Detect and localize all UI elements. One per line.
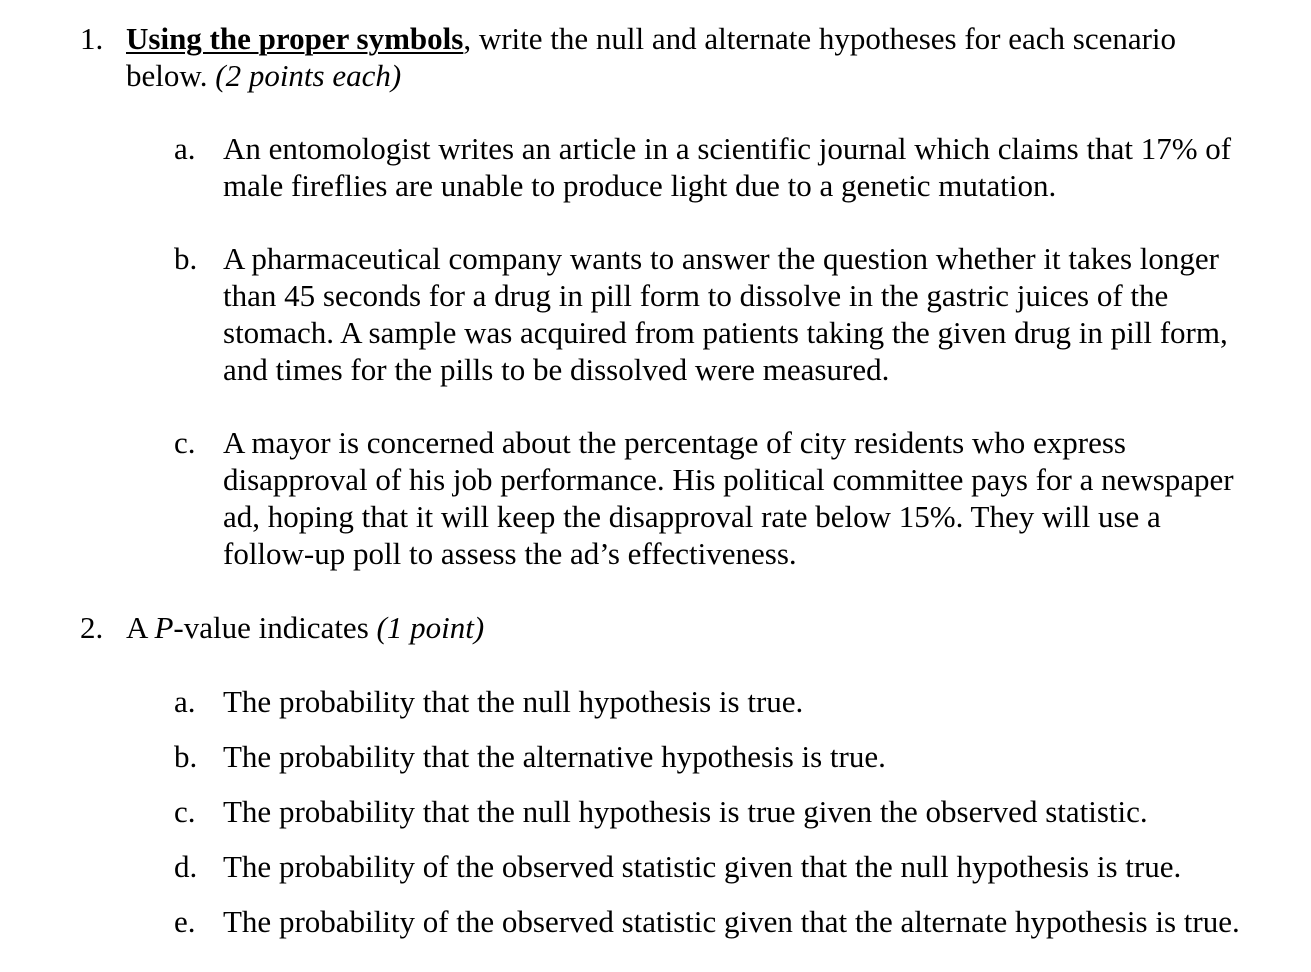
- item-letter: a.: [174, 131, 196, 166]
- option-letter: c.: [174, 794, 196, 829]
- scenario-text: A pharmaceutical company wants to answer the question whether it takes longer than 45 seconds for a drug in pill form to dissolve in the gastric juices of the stomach. A sample was acquired from patients taking the given drug in pill form, and times for the pills to be dissolved were measured.: [223, 241, 1228, 387]
- option-text: The probability that the null hypothesis is true given the observed statistic.: [223, 794, 1148, 829]
- p-symbol: P: [154, 610, 174, 645]
- option-letter: a.: [174, 684, 196, 719]
- question-prompt: [126, 609, 484, 646]
- prompt-text: A: [126, 610, 155, 645]
- scenario-text: A mayor is concerned about the percentage of city residents who express disapproval of his job performance. His political committee pays for a newspaper ad, hoping that it will keep the disapproval rate below 15%. They will use a follow-up poll to assess the ad’s effectiveness.: [223, 425, 1234, 571]
- question-number: 1.: [80, 21, 104, 56]
- option-letter: e.: [174, 904, 196, 939]
- prompt-text: below.: [126, 58, 216, 93]
- option-letter: b.: [174, 739, 198, 774]
- scenario-text: An entomologist writes an article in a scientific journal which claims that 17% of male fireflies are unable to produce light due to a genetic mutation.: [223, 131, 1232, 203]
- option-text: The probability that the null hypothesis is true.: [223, 684, 804, 719]
- option-text: The probability of the observed statistic given that the null hypothesis is true.: [223, 849, 1182, 884]
- option-text: The probability that the alternative hypothesis is true.: [223, 739, 886, 774]
- item-letter: b.: [174, 241, 198, 276]
- item-letter: c.: [174, 425, 196, 460]
- question-number: 2.: [80, 610, 104, 645]
- question-prompt: [126, 20, 1176, 94]
- points-label: (2 points each): [215, 58, 402, 93]
- points-label: (1 point): [376, 610, 485, 645]
- prompt-text: -value indicates: [173, 610, 377, 645]
- option-text: The probability of the observed statistic given that the alternate hypothesis is true.: [223, 904, 1240, 939]
- emphasis-text: Using the proper symbols: [126, 21, 464, 56]
- prompt-text: , write the null and alternate hypotheses for each scenario: [463, 21, 1177, 56]
- option-letter: d.: [174, 849, 198, 884]
